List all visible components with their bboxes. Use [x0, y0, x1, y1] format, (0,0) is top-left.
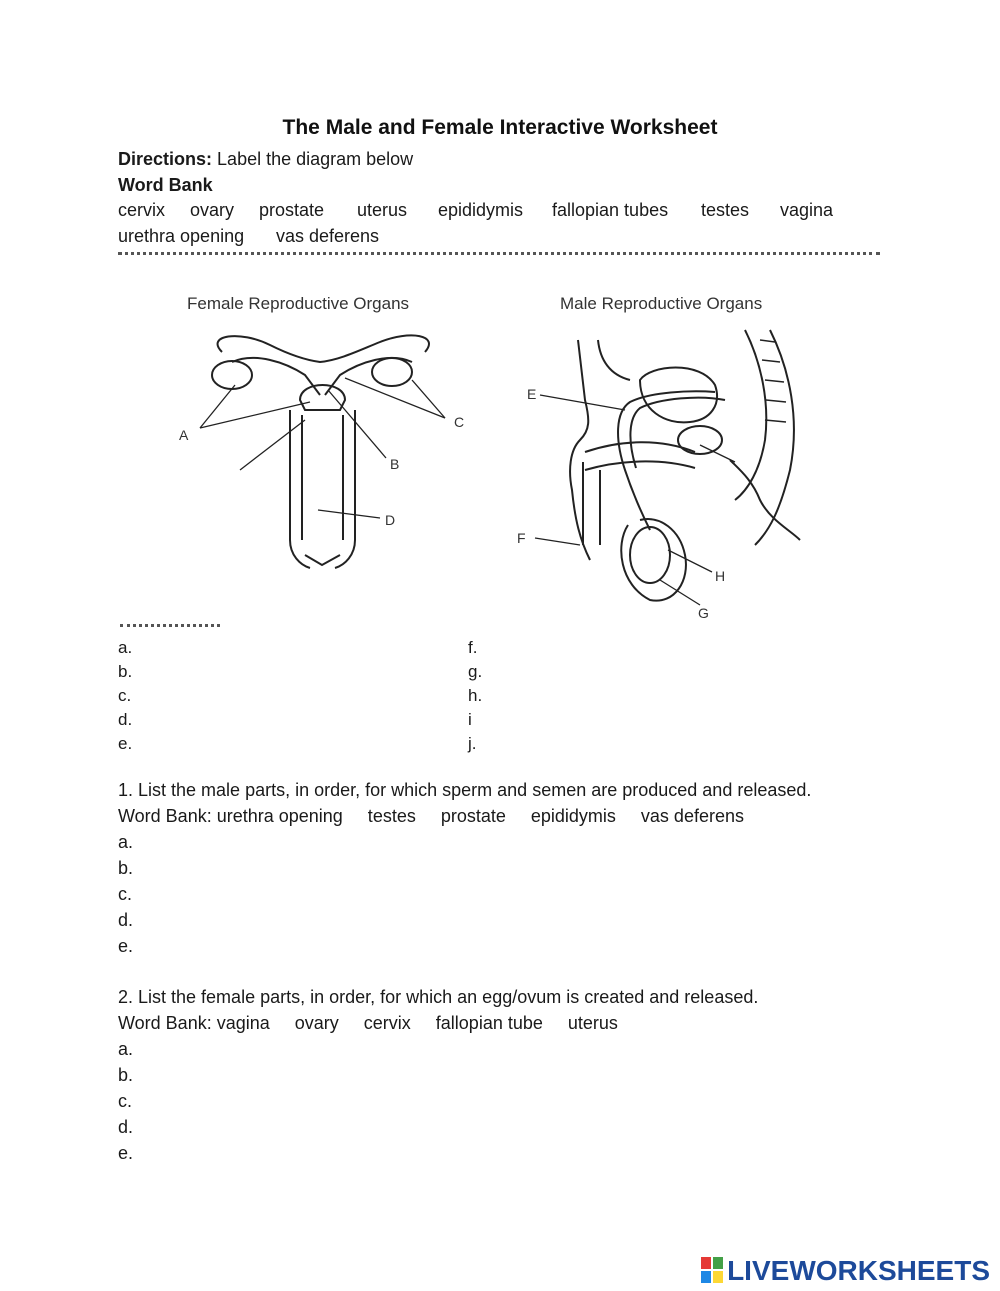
question-1-word-bank: Word Bank: urethra opening testes prostate epididymis vas deferens	[118, 806, 744, 826]
answer-label: d.	[118, 710, 133, 729]
directions-label: Directions:	[118, 149, 213, 169]
answer-label: e.	[118, 734, 133, 753]
page-title: The Male and Female Interactive Worksheet	[282, 116, 718, 139]
answer-label: i	[468, 710, 472, 729]
diagram-label-g: G	[698, 605, 709, 621]
diagram-label-a: A	[179, 427, 189, 443]
logo-mark-icon	[701, 1257, 723, 1283]
answer-label: c.	[118, 1091, 133, 1111]
answer-column-left	[118, 636, 132, 756]
directions-text: Label the diagram below	[217, 149, 414, 169]
answer-label: g.	[468, 662, 483, 681]
male-diagram-title: Male Reproductive Organs	[560, 294, 763, 313]
diagram-label-e: E	[527, 386, 537, 402]
answer-label: c.	[118, 686, 132, 705]
answer-column-right	[468, 636, 482, 756]
word-bank-term: ovary	[190, 200, 235, 220]
question-1-text: 1. List the male parts, in order, for which sperm and semen are produced and released.	[118, 780, 812, 800]
diagram-label-b: B	[390, 456, 400, 472]
logo-text: LIVEWORKSHEETS	[727, 1255, 990, 1286]
word-bank-term: vagina	[780, 200, 834, 220]
diagram-label-d: D	[385, 512, 396, 528]
answer-label: c.	[118, 884, 133, 904]
word-bank-term: fallopian tubes	[552, 200, 669, 220]
male-reproductive-diagram	[535, 330, 800, 605]
answer-label: b.	[118, 662, 133, 681]
word-bank-term: prostate	[259, 200, 325, 220]
diagram-label-f: F	[517, 530, 526, 546]
separator-dotted-short	[120, 624, 220, 627]
word-bank-term: epididymis	[438, 200, 524, 220]
answer-label: e.	[118, 936, 134, 956]
ovary-left	[212, 361, 252, 389]
answer-label: a.	[118, 638, 133, 657]
answer-label: b.	[118, 1065, 134, 1085]
question-1-answers	[118, 829, 133, 959]
word-bank-term: vas deferens	[276, 226, 380, 246]
question-2-text: 2. List the female parts, in order, for which an egg/ovum is created and released.	[118, 987, 759, 1007]
answer-label: e.	[118, 1143, 134, 1163]
answer-label: a.	[118, 832, 134, 852]
answer-label: d.	[118, 1117, 134, 1137]
female-diagram-title: Female Reproductive Organs	[187, 294, 410, 313]
word-bank-term: cervix	[118, 200, 166, 220]
diagram-label-c: C	[454, 414, 465, 430]
question-2-answers	[118, 1036, 133, 1166]
question-2-word-bank: Word Bank: vagina ovary cervix fallopian tube uterus	[118, 1013, 618, 1033]
word-bank-heading: Word Bank	[118, 175, 213, 195]
answer-label: f.	[468, 638, 478, 657]
answer-label: b.	[118, 858, 134, 878]
diagram-label-h: H	[715, 568, 726, 584]
answer-label: h.	[468, 686, 483, 705]
female-reproductive-diagram	[200, 335, 445, 568]
answer-label: d.	[118, 910, 134, 930]
word-bank-term: uterus	[357, 200, 408, 220]
word-bank-term: testes	[701, 200, 750, 220]
answer-label: a.	[118, 1039, 134, 1059]
ovary-right	[372, 358, 412, 386]
liveworksheets-logo[interactable]	[701, 1255, 990, 1287]
answer-label: j.	[468, 734, 477, 753]
word-bank-term: urethra opening	[118, 226, 245, 246]
